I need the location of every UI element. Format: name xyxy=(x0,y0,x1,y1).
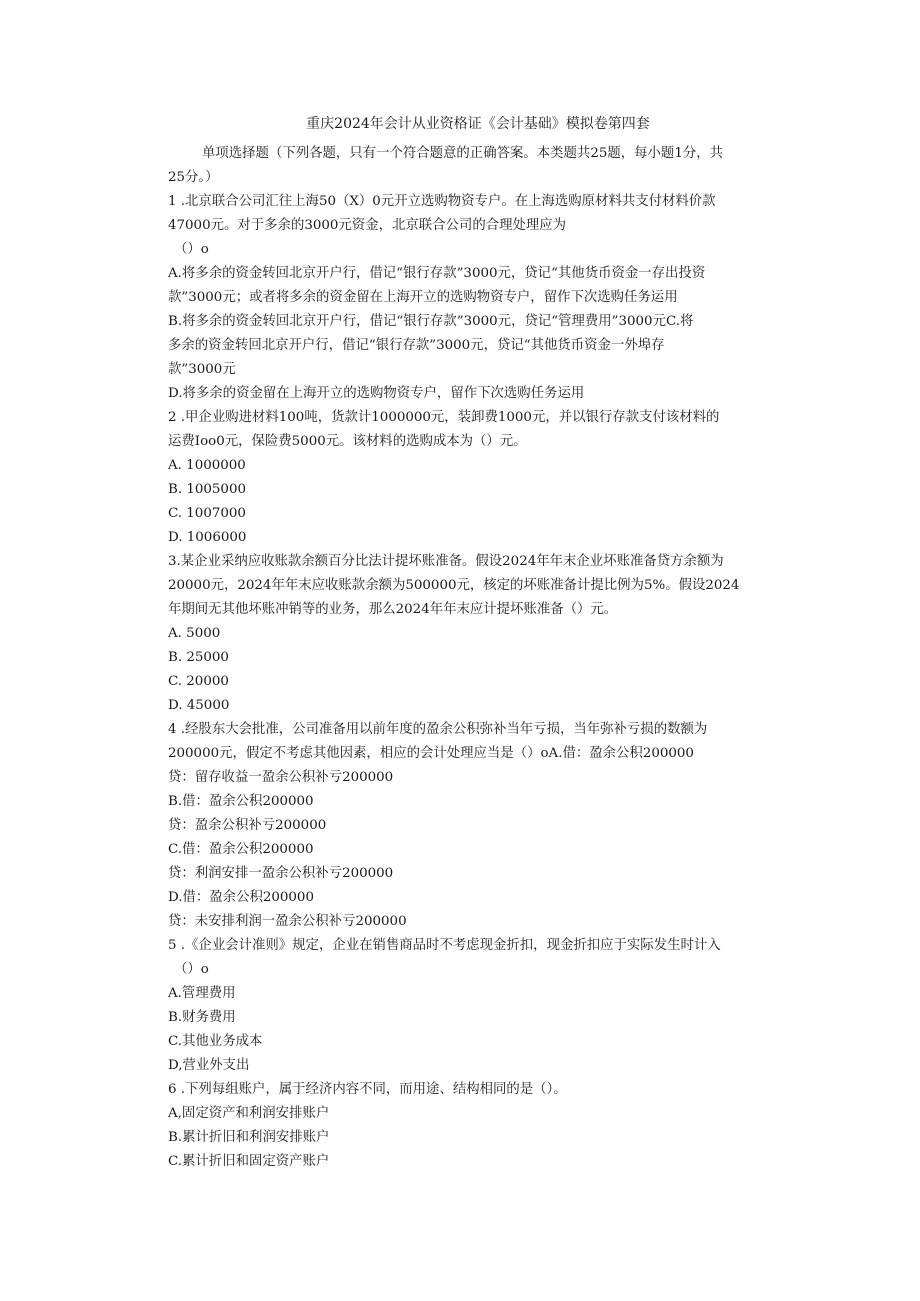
text-line: C.累计折旧和固定资产账户 xyxy=(168,1154,330,1169)
text-line: 贷：未安排利润一盈余公积补亏200000 xyxy=(168,914,407,929)
text-line: C.借：盈余公积200000 xyxy=(168,842,314,857)
text-line: 6 .下列每组账户，属于经济内容不同，而用途、结构相同的是（）。 xyxy=(168,1082,567,1097)
text-line: 20000元，2024年年末应收账款余额为500000元，核定的坏账准备计提比例为5%。假设2024 xyxy=(168,578,740,593)
text-line: D. 45000 xyxy=(168,698,230,713)
text-line: C.其他业务成本 xyxy=(168,1034,263,1049)
text-line: 多余的资金转回北京开户行，借记“银行存款”3000元，贷记“其他货币资金一外埠存 xyxy=(168,338,665,353)
text-line: 1 .北京联合公司汇往上海50（X）0元开立选购物资专户。在上海选购原材料共支付材料价款 xyxy=(168,194,716,209)
text-line: 款”3000元 xyxy=(168,362,236,377)
text-line: （）o xyxy=(174,962,209,977)
text-line: 贷：留存收益一盈余公积补亏200000 xyxy=(168,770,394,785)
text-line: A. 5000 xyxy=(168,626,221,641)
text-line: D. 1006000 xyxy=(168,530,247,545)
text-line: B. 1005000 xyxy=(168,482,246,497)
document-page xyxy=(168,112,788,1174)
text-line: B.累计折旧和利润安排账户 xyxy=(168,1130,330,1145)
text-line: 25分。） xyxy=(168,170,219,185)
text-line: D.借：盈余公积200000 xyxy=(168,890,314,905)
text-line: 款”3000元；或者将多余的资金留在上海开立的选购物资专户，留作下次选购任务运用 xyxy=(168,290,678,305)
text-line: 47000元。对于多余的3000元资金，北京联合公司的合理处理应为 xyxy=(168,218,567,233)
text-line: 贷：利润安排一盈余公积补亏200000 xyxy=(168,866,394,881)
text-line: D,营业外支出 xyxy=(168,1058,250,1073)
text-line: D.将多余的资金留在上海开立的选购物资专户，留作下次选购任务运用 xyxy=(168,386,585,401)
text-line: A,固定资产和利润安排账户 xyxy=(168,1106,330,1121)
text-line: 运费Ioo0元，保险费5000元。该材料的选购成本为（）元。 xyxy=(168,434,527,449)
text-line: 3.某企业采纳应收账款余额百分比法计提坏账准备。假设2024年年末企业坏账准备贷方余额为 xyxy=(168,554,724,569)
text-line: 2 .甲企业购进材料100吨，货款计1000000元，装卸费1000元，并以银行存款支付该材料的 xyxy=(168,410,720,425)
document-title: 重庆2024年会计从业资格证《会计基础》模拟卷第四套 xyxy=(306,116,650,132)
text-line: 4 .经股东大会批准，公司准备用以前年度的盈余公积弥补当年亏损，当年弥补亏损的数额为 xyxy=(168,722,708,737)
text-line: B. 25000 xyxy=(168,650,229,665)
text-line: 单项选择题（下列各题，只有一个符合题意的正确答案。本类题共25题，每小题1分，共 xyxy=(202,146,724,161)
text-line: C. 20000 xyxy=(168,674,229,689)
text-line: 5 .《企业会计准则》规定，企业在销售商品时不考虑现金折扣，现金折扣应于实际发生时计入 xyxy=(168,938,721,953)
text-line: B.财务费用 xyxy=(168,1010,236,1025)
text-line: A.管理费用 xyxy=(168,986,236,1001)
text-line: C. 1007000 xyxy=(168,506,246,521)
text-line: 200000元，假定不考虑其他因素，相应的会计处理应当是（）oA.借：盈余公积200000 xyxy=(168,746,694,761)
text-line: A.将多余的资金转回北京开户行，借记“银行存款”3000元，贷记“其他货币资金一存出投资 xyxy=(168,266,706,281)
text-line: B.借：盈余公积200000 xyxy=(168,794,314,809)
text-line: 年期间无其他坏账冲销等的业务，那么2024年年末应计提坏账准备（）元。 xyxy=(168,602,618,617)
text-line: （）o xyxy=(174,242,209,257)
text-line: B.将多余的资金转回北京开户行，借记“银行存款”3000元，贷记“管理费用”3000元C.将 xyxy=(168,314,694,329)
text-line: A. 1000000 xyxy=(168,458,246,473)
document-body xyxy=(168,142,788,1174)
text-line: 贷：盈余公积补亏200000 xyxy=(168,818,327,833)
